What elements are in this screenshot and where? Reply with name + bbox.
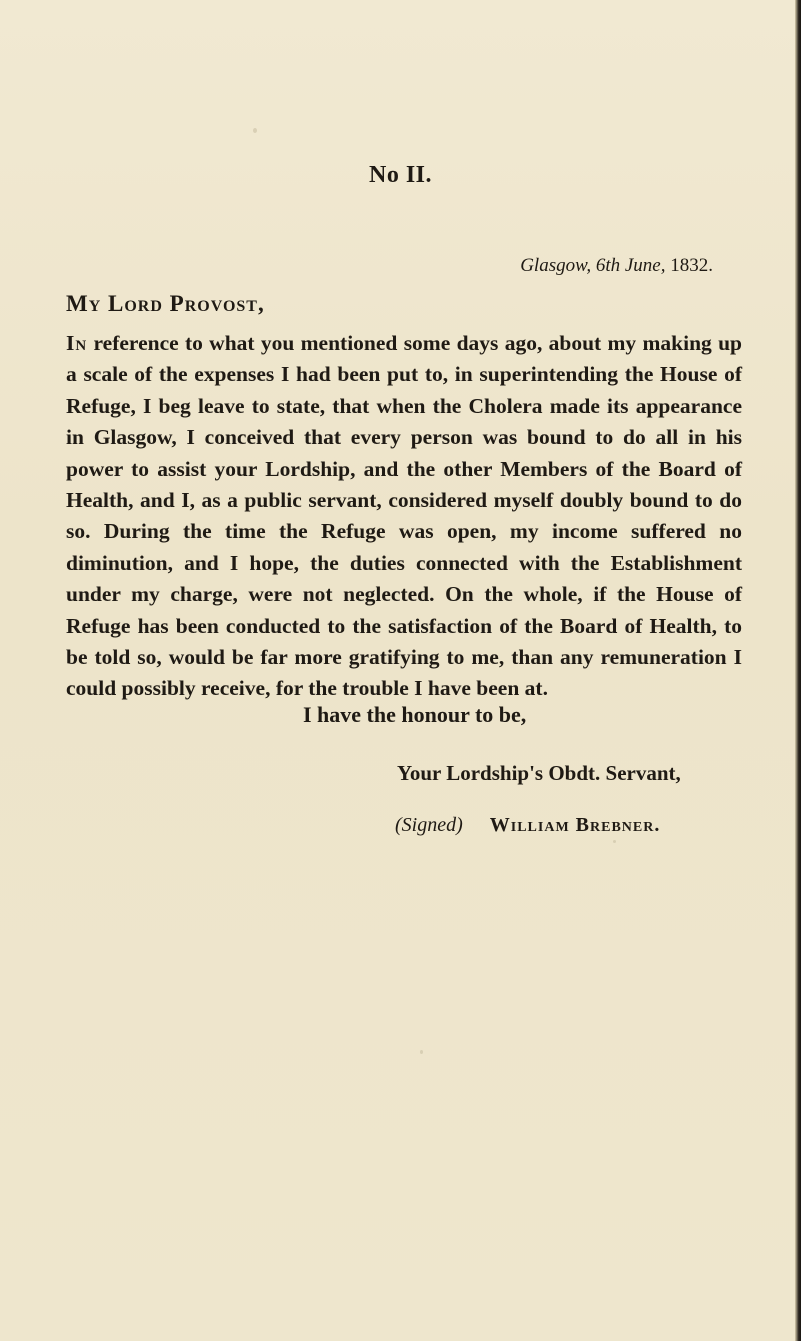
dateline-place-date: Glasgow, 6th June, [520,255,666,276]
page-edge-shadow [795,0,801,1341]
dateline [520,255,713,277]
signatory-name: William Brebner. [489,814,661,836]
letter-body [66,328,742,705]
closing-line-honour: I have the honour to be, [303,702,527,727]
dateline-year: 1832. [670,255,713,276]
closing-line-servant: Your Lordship's Obdt. Servant, [397,761,681,785]
paper-fleck [613,840,616,843]
letter-body-text: reference to what you mentioned some days ago, about my making up a scale of the expenses I had been put to, in superintending the House of Refuge, I beg leave to state, that when the Cholera made its appearance in Glasgow, I conceived that every person was bound to do all in his power to assist your Lordship, and the other Members of the Board of Health, and I, as a public servant, considered myself doubly bound to do so. During the time the Refuge was open, my income suffered no diminution, and I hope, the duties connected with the Establishment under my charge, were not neglected. On the whole, if the House of Refuge has been conducted to the satisfaction of the Board of Health, to be told so, would be far more gratifying to me, than any remuneration I could possibly receive, for the trouble I have been at. [66,331,742,701]
signature-line [395,814,660,837]
paper-fleck [420,1050,423,1054]
signed-marker: (Signed) [395,814,463,836]
letter-body-first-word: In [66,331,88,355]
document-number-heading: No II. [368,162,432,188]
paper-fleck [253,128,257,133]
salutation: My Lord Provost, [66,291,265,316]
